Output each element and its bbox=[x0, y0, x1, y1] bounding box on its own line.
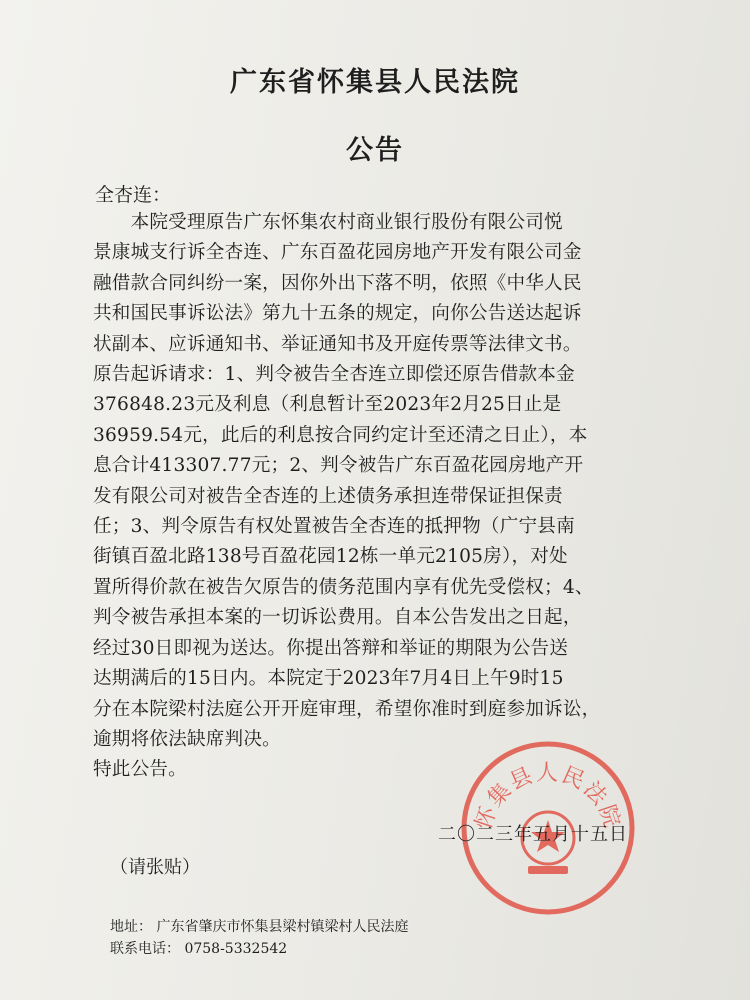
body-line: 判令被告承担本案的一切诉讼费用。自本公告发出之日起， bbox=[93, 607, 582, 629]
body-line: 36959.54元，此后的利息按合同约定计至还清之日止），本 bbox=[93, 424, 588, 446]
posting-note: （请张贴） bbox=[110, 857, 200, 878]
body-line: 原告起诉请求：1、判令被告全杏连立即偿还原告借款本金 bbox=[93, 364, 575, 386]
body-line: 逾期将依法缺席判决。 bbox=[93, 728, 281, 750]
body-line: 达期满后的15日内。本院定于2023年7月4日上午9时15 bbox=[93, 668, 564, 690]
body-line: 376848.23元及利息（利息暂计至2023年2月25日止是 bbox=[93, 394, 562, 416]
court-phone: 联系电话： 0758-5332542 bbox=[110, 941, 288, 957]
body-line: 分在本院梁村法庭公开开庭审理，希望你准时到庭参加诉讼， bbox=[93, 698, 601, 720]
body-line: 任；3、判令原告有权处置被告全杏连的抵押物（广宁县南 bbox=[93, 516, 575, 538]
body-line: 共和国民事诉讼法》第九十五条的规定，向你公告送达起诉 bbox=[93, 303, 582, 325]
notice-body bbox=[93, 208, 665, 786]
signature-date: 二〇二三年五月十五日 bbox=[438, 824, 628, 845]
body-line: 发有限公司对被告全杏连的上述债务承担连带保证担保责 bbox=[93, 485, 563, 507]
court-address: 地址： 广东省肇庆市怀集县梁村镇梁村人民法庭 bbox=[110, 919, 409, 935]
court-name-heading: 广东省怀集县人民法院 bbox=[230, 67, 520, 98]
body-line: 置所得价款在被告欠原告的债务范围内享有优先受偿权；4、 bbox=[93, 576, 594, 598]
contact-footer bbox=[110, 916, 408, 960]
addressee: 全杏连： bbox=[95, 184, 172, 206]
body-line: 融借款合同纠纷一案，因你外出下落不明，依照《中华人民 bbox=[93, 272, 582, 294]
body-line: 经过30日即视为送达。你提出答辩和举证的期限为公告送 bbox=[93, 637, 569, 659]
body-line: 息合计413307.77元；2、判令被告广东百盈花园房地产开 bbox=[93, 455, 584, 477]
seal-text: 怀集县人民法院 bbox=[471, 761, 625, 833]
body-line: 景康城支行诉全杏连、广东百盈花园房地产开发有限公司金 bbox=[93, 242, 582, 264]
notice-type-heading: 公告 bbox=[346, 135, 404, 166]
closing-line: 特此公告。 bbox=[93, 759, 187, 781]
body-line: 本院受理原告广东怀集农村商业银行股份有限公司悦 bbox=[93, 212, 563, 233]
body-line: 状副本、应诉通知书、举证通知书及开庭传票等法律文书。 bbox=[93, 333, 582, 355]
body-line: 街镇百盈北路138号百盈花园12栋一单元2105房），对处 bbox=[93, 546, 568, 568]
